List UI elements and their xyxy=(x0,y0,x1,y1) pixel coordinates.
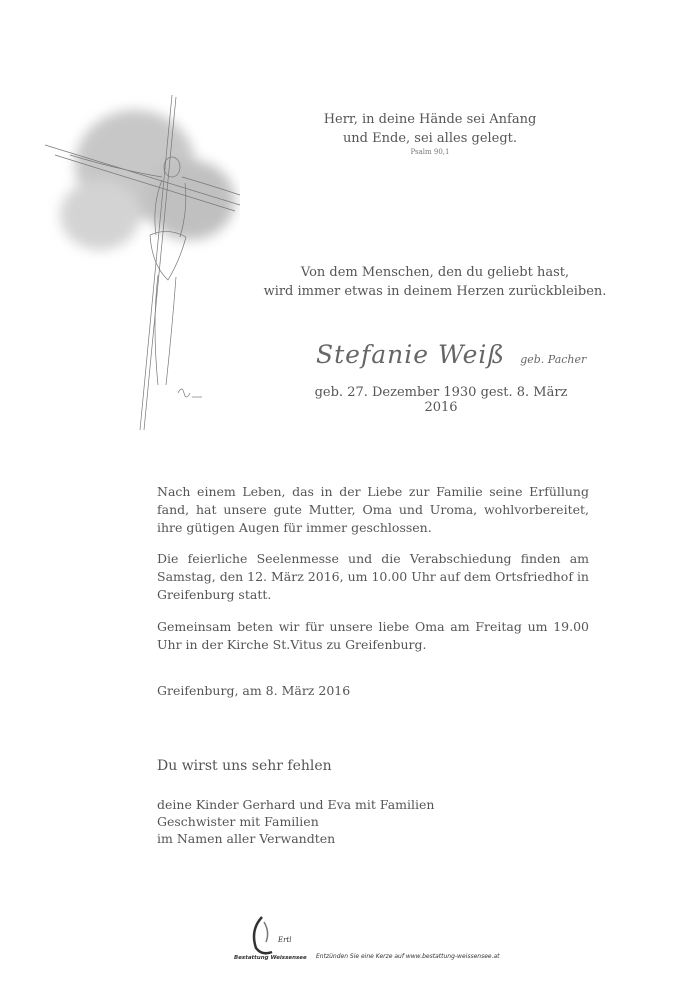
logo-bottom-text: Bestattung Weissensee xyxy=(234,955,307,961)
quote-line-2: wird immer etwas in deinem Herzen zurückbleiben. xyxy=(263,284,607,299)
motto-line-2: und Ende, sei alles gelegt. xyxy=(342,131,518,146)
logo-top-text: Ertl xyxy=(278,936,292,944)
paragraph-prayer: Gemeinsam beten wir für unsere liebe Oma am Freitag um 19.00 Uhr in der Kirche St.Vitus zu Greifenburg. xyxy=(157,619,589,652)
place-date: Greifenburg, am 8. März 2016 xyxy=(157,683,351,698)
quote xyxy=(230,263,640,301)
crucifix-sketch xyxy=(40,85,240,435)
quote-line-1: Von dem Menschen, den du geliebt hast, xyxy=(300,265,570,280)
signature-line-3: im Namen aller Verwandten xyxy=(157,831,336,846)
signature-line-2: Geschwister mit Familien xyxy=(157,814,319,829)
paragraph-life: Nach einem Leben, das in der Liebe zur Familie seine Erfüllung fand, hat unsere gute Mutter, Oma und Uroma, wohlvorbereitet, ihre gütigen Augen für immer geschlossen. xyxy=(157,484,589,535)
paragraph-funeral: Die feierliche Seelenmesse und die Verabschiedung finden am Samstag, den 12. März 2016, um 10.00 Uhr auf dem Ortsfriedhof in Greifenburg statt. xyxy=(157,551,589,602)
maiden-name: geb. Pacher xyxy=(520,353,587,366)
life-dates: geb. 27. Dezember 1930 gest. 8. März 2016 xyxy=(314,385,568,415)
motto-line-1: Herr, in deine Hände sei Anfang xyxy=(323,112,537,127)
signatures xyxy=(157,796,434,847)
funeral-home-logo xyxy=(232,912,312,962)
deceased-name: Stefanie Weiß xyxy=(316,340,506,369)
candle-link-text[interactable]: Entzünden Sie eine Kerze auf www.bestattung-weissensee.at xyxy=(316,953,500,960)
signature-line-1: deine Kinder Gerhard und Eva mit Familien xyxy=(157,797,435,812)
miss-line: Du wirst uns sehr fehlen xyxy=(157,758,332,774)
shading xyxy=(60,110,235,250)
motto xyxy=(300,110,560,157)
deceased-name-row xyxy=(316,340,586,369)
psalm-reference: Psalm 90,1 xyxy=(410,148,450,156)
